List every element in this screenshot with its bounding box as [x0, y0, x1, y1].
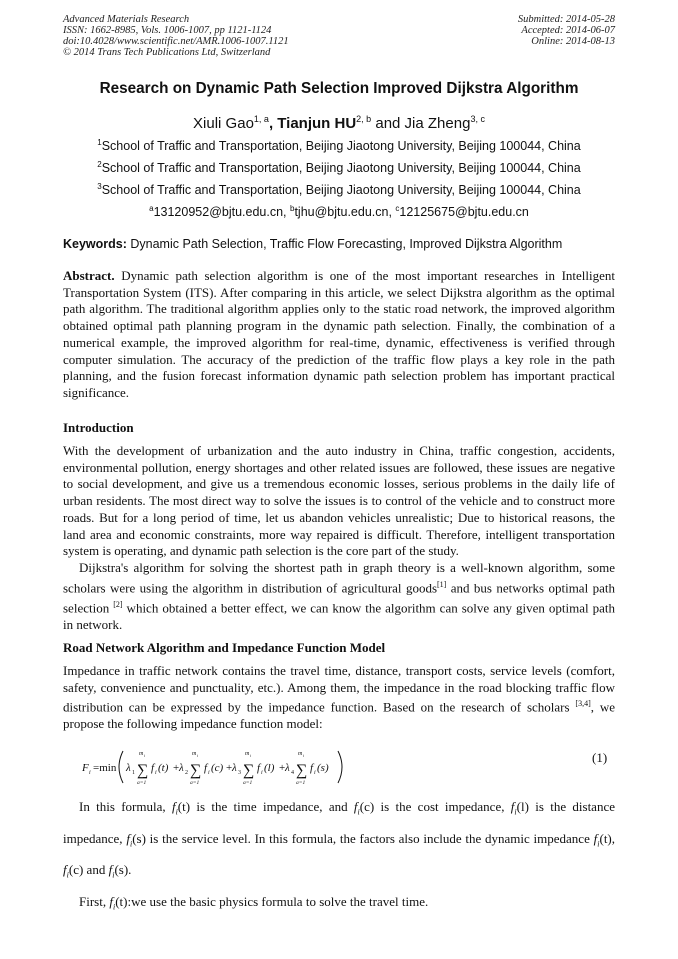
section-heading-introduction: Introduction	[63, 420, 134, 435]
journal-header	[63, 14, 289, 58]
f-glyph: f	[108, 862, 113, 878]
text-run: is the service level. In this formula, the factors also include the dynamic impedance	[145, 830, 594, 846]
i-subscript: i	[155, 770, 157, 776]
affiliation-2	[0, 160, 678, 175]
section-heading-road-network: Road Network Algorithm and Impedance Function Model	[63, 640, 386, 655]
email-sup: b	[290, 204, 295, 213]
text-run: Dijkstra's algorithm for solving the shortest path in graph theory is a well-known algorithm, some scholars were using the algorithm in distribution of agricultural goods	[63, 559, 615, 595]
author-name: and Jia Zheng	[371, 115, 471, 132]
email-address: 12125675@bjtu.edu.cn	[399, 205, 529, 220]
i-subscript: i	[175, 807, 178, 817]
text-run: is the time impedance, and	[190, 799, 354, 814]
text-run: First,	[79, 893, 110, 909]
accepted-date: Accepted: 2014-06-07	[521, 25, 615, 36]
formula-terms	[125, 751, 329, 786]
summation-sign: ∑	[296, 762, 308, 779]
sum-lower-limit: a=1	[243, 780, 253, 786]
text-run: is the cost impedance,	[374, 799, 511, 814]
lambda-index: 1	[132, 770, 135, 776]
keywords	[63, 237, 623, 251]
f-glyph: f	[171, 799, 176, 814]
text-run: and	[83, 862, 109, 878]
affiliation-text: School of Traffic and Transportation, Beijing Jiaotong University, Beijing 100044, China	[101, 161, 581, 176]
author-name: Xiuli Gao	[193, 115, 254, 132]
paragraph	[63, 889, 615, 921]
sum-upper-limit: m	[245, 751, 250, 757]
i-subscript: i	[112, 870, 115, 880]
fi-c-symbol	[353, 799, 375, 817]
f-glyph: f	[593, 830, 598, 846]
i-subscript: i	[597, 839, 600, 849]
formula-right-paren	[338, 751, 342, 783]
text-run: and bus networks optimal path selection	[63, 579, 615, 615]
function-argument: (l)	[264, 762, 275, 774]
sum-upper-sub: i	[303, 753, 305, 758]
affiliation-sup: 3	[97, 182, 102, 191]
lambda-index: 3	[238, 770, 241, 776]
text-run: which obtained a better effect, we can know the algorithm can solve any given optimal path in network.	[63, 599, 615, 632]
abstract-label: Abstract.	[63, 268, 115, 283]
text-run: , we propose the following impedance function model:	[63, 699, 615, 732]
fi-t-symbol	[171, 799, 191, 817]
road-network-body	[63, 663, 615, 733]
author-sup: 3, c	[470, 114, 485, 124]
lambda-index: 4	[291, 770, 294, 776]
author-sup: 2, b	[356, 114, 372, 124]
text-run: .	[128, 862, 132, 878]
f-glyph: f	[204, 762, 208, 774]
plus-sign: +	[173, 762, 180, 774]
f-glyph: f	[510, 799, 515, 814]
argument: (s)	[114, 862, 129, 878]
plus-sign: +	[226, 762, 233, 774]
online-date: Online: 2014-08-13	[531, 36, 615, 47]
email-address: 13120952@bjtu.edu.cn,	[153, 205, 290, 220]
affiliation-3	[0, 182, 678, 197]
affiliation-text: School of Traffic and Transportation, Beijing Jiaotong University, Beijing 100044, China	[101, 183, 581, 198]
i-subscript: i	[357, 807, 360, 817]
equation-number: (1)	[592, 750, 608, 765]
f-glyph: f	[126, 830, 130, 846]
submitted-date: Submitted: 2014-05-28	[517, 14, 615, 25]
sum-lower-limit: a=1	[137, 780, 147, 786]
affiliation-sup: 1	[97, 138, 102, 147]
sum-upper-limit: m	[298, 751, 303, 757]
argument: (l)	[516, 799, 529, 814]
summation-sign: ∑	[137, 762, 149, 779]
lambda-symbol: λ	[179, 762, 184, 774]
text-run: Impedance in traffic network contains the travel time, distance, transport costs, service levels (comfort, safety, convenience and punctuality, etc.). Among them, the impedance in the road blocking traffic flow distribution can be expressed by the impedance function. Based on the research of scholars	[63, 663, 615, 715]
citation-ref: [2]	[113, 599, 123, 609]
sum-upper-sub: i	[197, 753, 199, 758]
f-glyph: f	[353, 799, 358, 814]
doi-line: doi:10.4028/www.scientific.net/AMR.1006-1007.1121	[63, 36, 289, 47]
lambda-symbol: λ	[232, 762, 237, 774]
i-subscript: i	[514, 807, 517, 817]
keywords-label: Keywords:	[63, 237, 127, 251]
paper-title: Research on Dynamic Path Selection Improved Dijkstra Algorithm	[99, 80, 579, 97]
copyright-line: © 2014 Trans Tech Publications Ltd, Switzerland	[63, 47, 271, 58]
fi-l-symbol	[510, 799, 529, 817]
argument: (t)	[599, 830, 612, 846]
f-glyph: f	[109, 893, 113, 909]
author-name: , Tianjun HU	[268, 115, 357, 132]
affiliation-text: School of Traffic and Transportation, Beijing Jiaotong University, Beijing 100044, China	[101, 139, 581, 154]
plus-sign: +	[279, 762, 286, 774]
formula-left-paren	[119, 751, 123, 783]
f-glyph: f	[310, 762, 314, 774]
abstract	[63, 268, 615, 402]
argument: (c)	[68, 862, 84, 878]
citation-ref: [1]	[437, 579, 447, 589]
lambda-symbol: λ	[126, 762, 131, 774]
dates-header	[518, 14, 615, 47]
fi-c-symbol	[63, 862, 84, 880]
sum-upper-limit: m	[192, 751, 197, 757]
argument: (t)	[177, 799, 191, 814]
lambda-symbol: λ	[285, 762, 290, 774]
paragraph	[63, 560, 615, 633]
affiliation-sup: 2	[97, 160, 102, 169]
road-network-body-2	[63, 794, 615, 920]
paragraph	[63, 794, 615, 889]
formula-lhs: F	[82, 762, 89, 774]
i-subscript: i	[261, 770, 263, 776]
paragraph	[63, 663, 615, 733]
i-subscript: i	[112, 902, 116, 912]
sum-upper-sub: i	[250, 753, 252, 758]
email-address: tjhu@bjtu.edu.cn,	[294, 205, 396, 220]
sum-upper-limit: m	[139, 751, 144, 757]
i-subscript: i	[314, 770, 316, 776]
i-subscript: i	[129, 839, 133, 849]
fi-t-symbol	[593, 830, 612, 849]
issn-line: ISSN: 1662-8985, Vols. 1006-1007, pp 1121-1124	[63, 25, 272, 36]
sum-lower-limit: a=1	[190, 780, 200, 786]
f-glyph: f	[257, 762, 261, 774]
summation-sign: ∑	[243, 762, 255, 779]
function-argument: (s)	[317, 762, 329, 774]
f-glyph: f	[63, 862, 67, 878]
sum-upper-sub: i	[144, 753, 146, 758]
text-run: ,	[611, 830, 616, 846]
fi-s-symbol	[126, 830, 146, 849]
introduction-body	[63, 443, 615, 633]
sum-lower-limit: a=1	[296, 780, 306, 786]
author-sup: 1, a	[253, 114, 269, 124]
text-run: :we use the basic physics formula to solve the travel time.	[127, 893, 429, 909]
affiliation-1	[0, 138, 678, 153]
author-list	[0, 114, 678, 132]
i-subscript: i	[66, 870, 69, 880]
summation-sign: ∑	[190, 762, 202, 779]
fi-s-symbol	[108, 862, 132, 880]
email-sup: a	[149, 204, 154, 213]
keywords-text: Dynamic Path Selection, Traffic Flow Forecasting, Improved Dijkstra Algorithm	[126, 237, 563, 251]
i-subscript: i	[208, 770, 210, 776]
argument: (t)	[115, 893, 128, 909]
function-argument: (t)	[158, 762, 169, 774]
abstract-text: Dynamic path selection algorithm is one of the most important researches in Intelligent Transportation System (ITS). After comparing in this article, we select Dijkstra algorithm as the optimal path algorithm. The traditional algorithm applies only to the static road network, the improved algorithm obtained optimal path planning program in the dynamic path selection. Finally, the combination of a numerical example, the improved algorithm for real-time, dynamic, effectiveness is verified through computer simulation. The accuracy of the prediction of the traffic flow plays a key role in the path planning, and the fusion forecast information dynamic path selection problem has important practical significance.	[63, 268, 615, 400]
paragraph: With the development of urbanization and the auto industry in China, traffic congestion, accidents, environmental pollution, energy shortages and other related issues are followed, these issues are negative to social development, and give us a tremendous economic losses, serious problems in the daily life of urban residents. The most direct way to solve the issues is to control of the vehicle and to construct more roads. But for a long period of time, let us abandon vehicles unrealistic; Due to historical reasons, the land area and economic constraints, more way repaired is difficult. Therefore, intelligent transportation system is operating, and dynamic path selection is the core part of the study.	[63, 443, 615, 559]
email-sup: c	[395, 204, 400, 213]
function-argument: (c)	[211, 762, 224, 774]
lambda-index: 2	[185, 770, 188, 776]
f-glyph: f	[151, 762, 155, 774]
journal-name: Advanced Materials Research	[63, 14, 190, 25]
impedance-formula	[82, 746, 352, 788]
formula-sub: i	[89, 770, 91, 776]
argument: (c)	[359, 799, 375, 814]
argument: (s)	[132, 830, 146, 846]
text-run: is the distance impedance,	[63, 799, 615, 846]
formula-min: =min	[93, 762, 117, 774]
text-run: In this formula,	[79, 799, 172, 814]
citation-ref: [3,4]	[575, 699, 591, 709]
email-list	[0, 204, 678, 219]
fi-t-symbol	[109, 893, 128, 912]
